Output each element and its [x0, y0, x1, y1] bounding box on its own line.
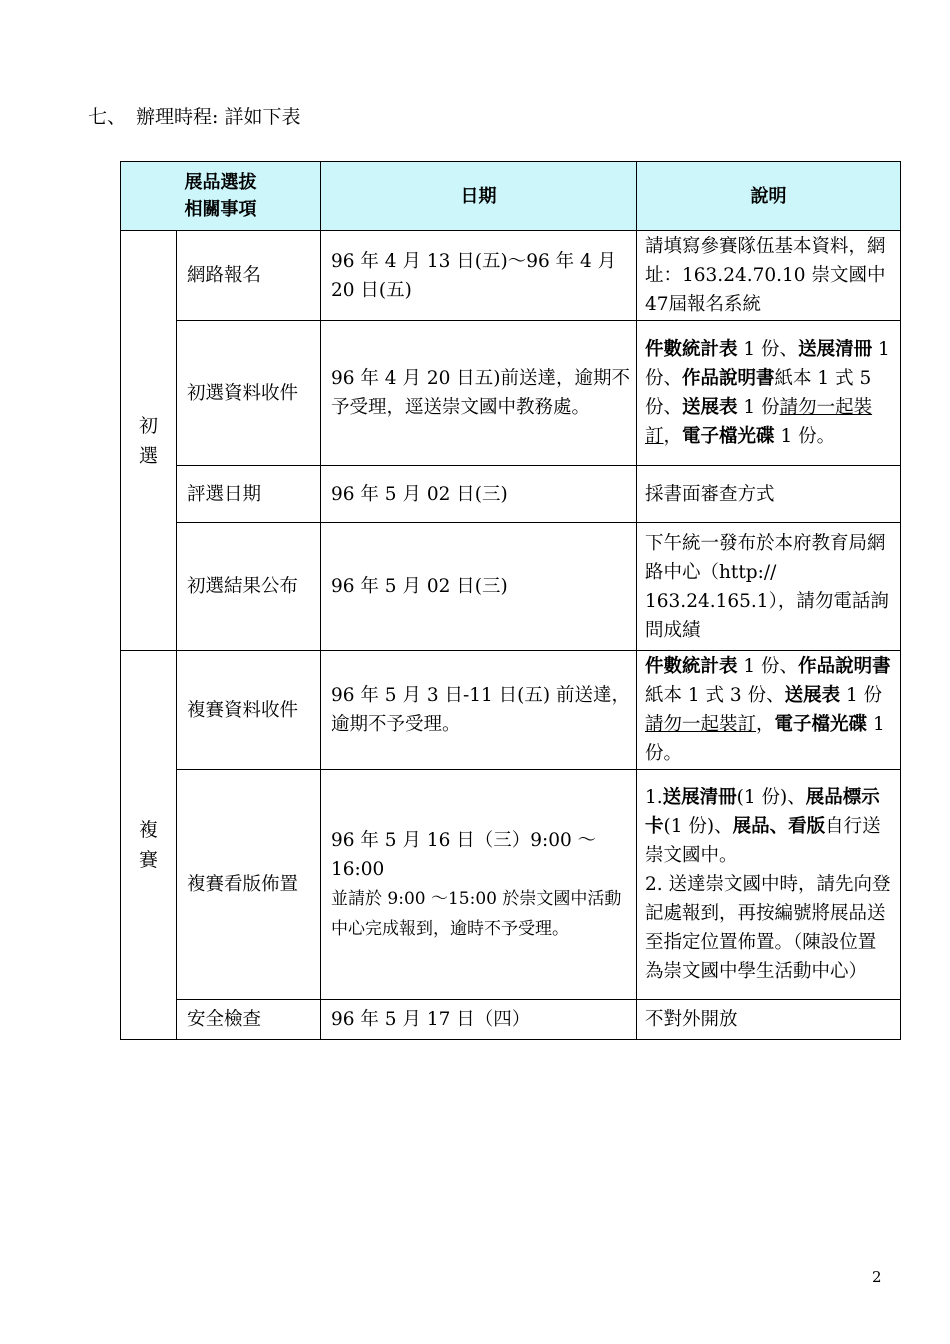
- row-item: 安全檢查: [177, 1000, 321, 1040]
- row-note: 件數統計表 1 份、送展清冊 1 份、作品說明書紙本 1 式 5 份、送展表 1 份請勿一起裝訂，電子檔光碟 1 份。: [637, 321, 901, 466]
- section-heading: [88, 104, 300, 130]
- table-header-row: [121, 162, 901, 231]
- section-number: 七、: [88, 106, 127, 128]
- table-row: [121, 1000, 901, 1040]
- header-date: 日期: [321, 162, 637, 231]
- phase-final: 複 賽: [121, 651, 177, 1040]
- table-row: [121, 466, 901, 523]
- row-item: 初選結果公布: [177, 523, 321, 651]
- table-row: [121, 231, 901, 321]
- row-date: 96 年 5 月 02 日(三): [321, 523, 637, 651]
- row-item: 評選日期: [177, 466, 321, 523]
- row-date: 96 年 5 月 17 日（四）: [321, 1000, 637, 1040]
- table-row: [121, 651, 901, 770]
- section-title: 辦理時程: 詳如下表: [136, 106, 301, 128]
- row-date: 96 年 5 月 02 日(三): [321, 466, 637, 523]
- header-item: 展品選拔 相關事項: [121, 162, 321, 231]
- schedule-table: [120, 161, 901, 1040]
- page-number: 2: [872, 1268, 882, 1286]
- row-date: 96 年 4 月 13 日(五)～96 年 4 月 20 日(五): [321, 231, 637, 321]
- row-item: 複賽看版佈置: [177, 770, 321, 1000]
- row-item: 複賽資料收件: [177, 651, 321, 770]
- row-date: 96 年 4 月 20 日五)前送達，逾期不予受理，逕送崇文國中教務處。: [321, 321, 637, 466]
- header-note: 說明: [637, 162, 901, 231]
- row-item: 網路報名: [177, 231, 321, 321]
- table-row: [121, 523, 901, 651]
- row-note: 採書面審查方式: [637, 466, 901, 523]
- row-note: 請填寫參賽隊伍基本資料，網址：163.24.70.10 崇文國中47屆報名系統: [637, 231, 901, 321]
- row-note: 下午統一發布於本府教育局網路中心（http:// 163.24.165.1），請勿電話詢問成績: [637, 523, 901, 651]
- row-date: 96 年 5 月 16 日（三）9:00 ～ 16:00 並請於 9:00 ～15:00 於崇文國中活動中心完成報到，逾時不予受理。: [321, 770, 637, 1000]
- phase-preliminary: 初 選: [121, 231, 177, 651]
- row-note: 不對外開放: [637, 1000, 901, 1040]
- table-row: [121, 770, 901, 1000]
- row-note: 1.送展清冊(1 份)、展品標示卡(1 份)、展品、看版自行送崇文國中。 2. 送達崇文國中時，請先向登記處報到，再按編號將展品送至指定位置佈置。（陳設位置為崇文國中學生活動中心）: [637, 770, 901, 1000]
- row-date: 96 年 5 月 3 日-11 日(五) 前送達，逾期不予受理。: [321, 651, 637, 770]
- row-item: 初選資料收件: [177, 321, 321, 466]
- row-note: 件數統計表 1 份、作品說明書紙本 1 式 3 份、送展表 1 份 請勿一起裝訂，電子檔光碟 1 份。: [637, 651, 901, 770]
- table-row: [121, 321, 901, 466]
